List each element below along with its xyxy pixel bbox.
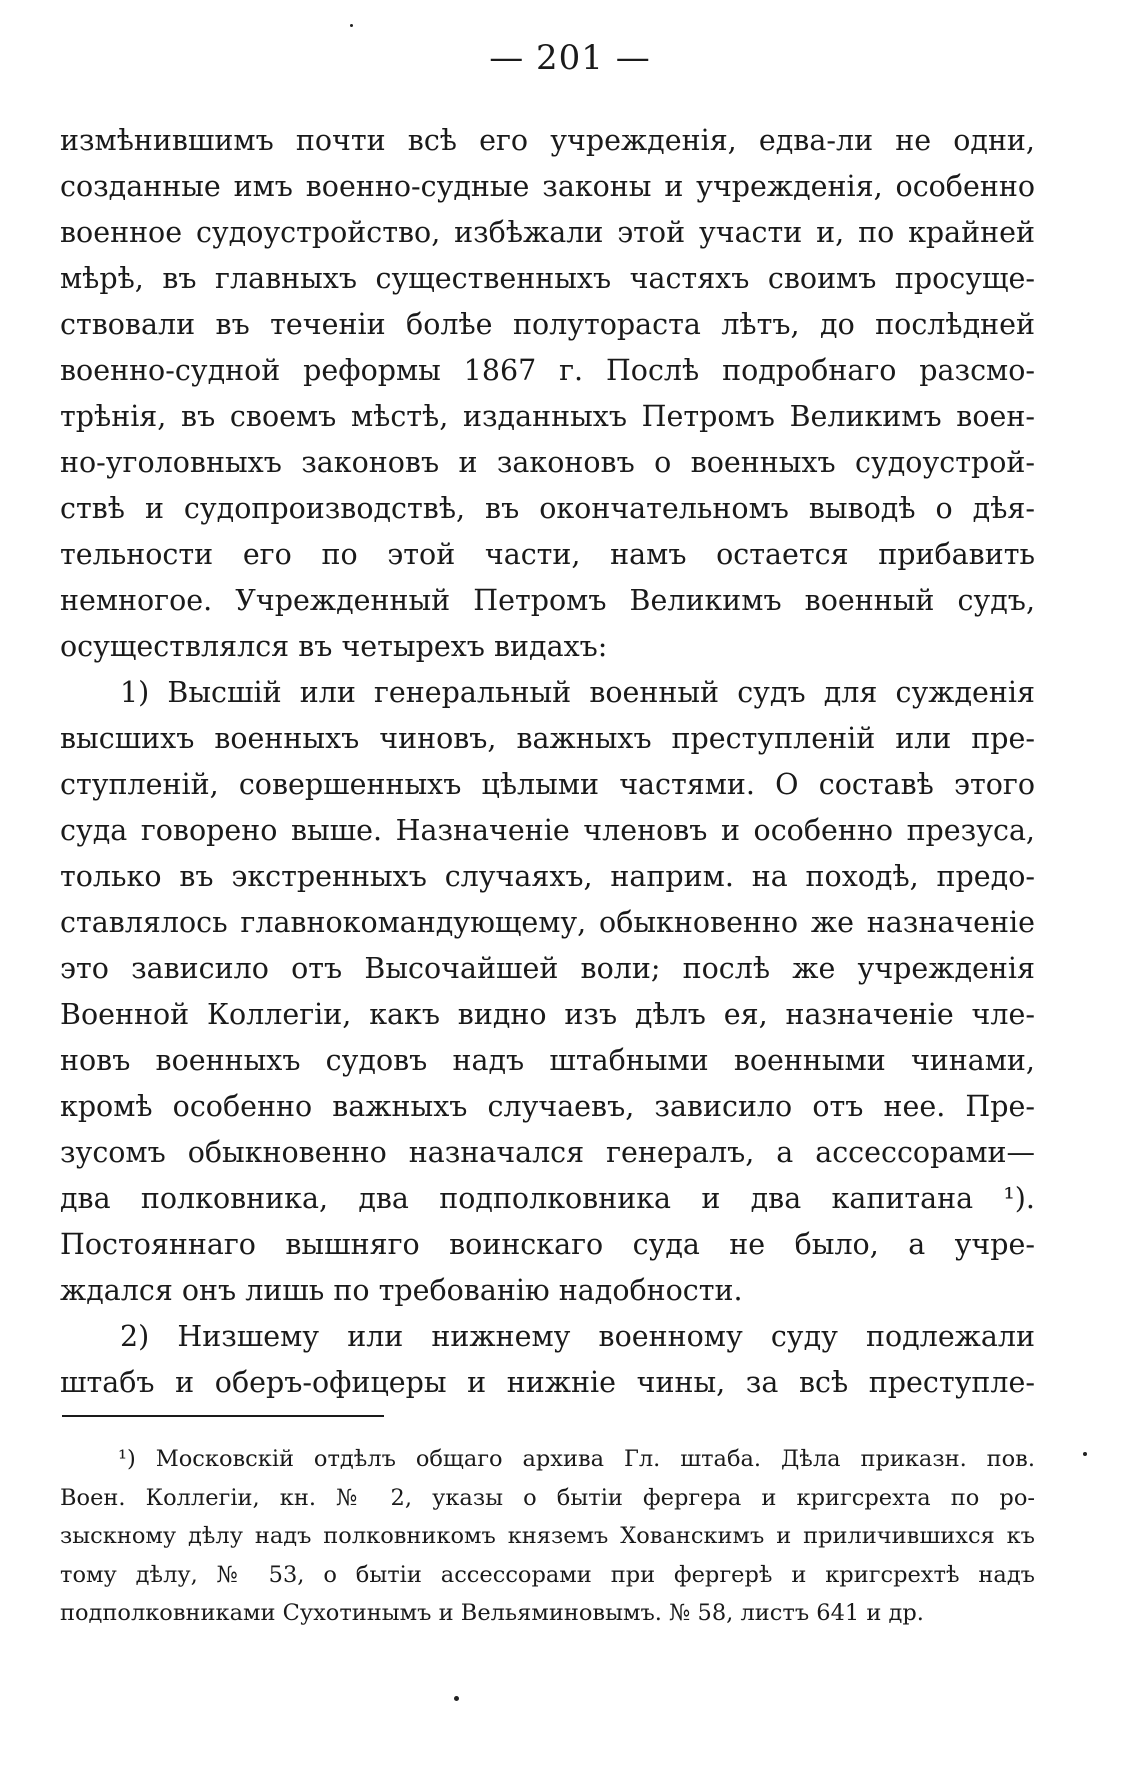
text-line: ствовали въ теченіи болѣе полутораста лѣтъ, до послѣдней [60, 308, 1035, 341]
text-line: Военной Коллегіи, какъ видно изъ дѣлъ ея, назначеніе чле- [60, 998, 1035, 1031]
print-speck [350, 24, 353, 27]
text-line: Постояннаго вышняго воинскаго суда не было, а учре- [60, 1228, 1035, 1261]
footnote-line: Воен. Коллегіи, кн. № 2, указы о бытіи фергера и кригсрехта по ро- [60, 1484, 1035, 1511]
text-line: два полковника, два подполковника и два капитана ¹). [60, 1182, 1035, 1215]
text-line: новъ военныхъ судовъ надъ штабными военными чинами, [60, 1044, 1035, 1077]
footnote-line: ¹) Московскій отдѣлъ общаго архива Гл. штаба. Дѣла приказн. пов. [118, 1446, 1035, 1472]
text-line: немногое. Учрежденный Петромъ Великимъ военный судъ, [60, 584, 1035, 617]
text-line: ставлялось главнокомандующему, обыкновенно же назначеніе [60, 906, 1035, 939]
footnote-divider [62, 1415, 384, 1417]
text-line: высшихъ военныхъ чиновъ, важныхъ преступленій или пре- [60, 722, 1035, 755]
text-line: 2) Низшему или нижнему военному суду подлежали [120, 1320, 1035, 1353]
print-speck [1083, 1452, 1087, 1456]
text-line: ствѣ и судопроизводствѣ, въ окончательномъ выводѣ о дѣя- [60, 492, 1035, 525]
text-line: измѣнившимъ почти всѣ его учрежденія, едва-ли не одни, [60, 124, 1035, 157]
text-line: 1) Высшій или генеральный военный судъ для сужденія [120, 676, 1035, 709]
footnote-line: зыскному дѣлу надъ полковникомъ княземъ Хованскимъ и приличившихся къ [60, 1523, 1035, 1549]
text-line: ступленій, совершенныхъ цѣлыми частями. О составѣ этого [60, 768, 1035, 801]
text-line: созданные имъ военно-судные законы и учрежденія, особенно [60, 170, 1035, 203]
text-line: трѣнія, въ своемъ мѣстѣ, изданныхъ Петромъ Великимъ воен- [60, 400, 1035, 433]
text-line: зусомъ обыкновенно назначался генералъ, а ассессорами— [60, 1136, 1035, 1169]
text-line: мѣрѣ, въ главныхъ существенныхъ частяхъ своимъ просуще- [60, 262, 1035, 295]
footnotes [60, 1440, 1035, 1633]
text-line: тельности его по этой части, намъ остается прибавить [60, 538, 1035, 571]
text-line: только въ экстренныхъ случаяхъ, наприм. на походѣ, предо- [60, 860, 1035, 893]
text-line: военное судоустройство, избѣжали этой участи и, по крайней [60, 216, 1035, 249]
text-line: это зависило отъ Высочайшей воли; послѣ же учрежденія [60, 952, 1035, 985]
body-text [60, 118, 1035, 1406]
footnote-line: тому дѣлу, № 53, о бытіи ассессорами при фергерѣ и кригсрехтѣ надъ [60, 1561, 1035, 1588]
page-number: — 201 — [489, 38, 651, 78]
text-line: но-уголовныхъ законовъ и законовъ о военныхъ судоустрой- [60, 446, 1035, 479]
text-line: кромѣ особенно важныхъ случаевъ, зависило отъ нее. Пре- [60, 1090, 1035, 1123]
text-line: штабъ и оберъ-офицеры и нижніе чины, за всѣ преступле- [60, 1366, 1035, 1399]
text-line: суда говорено выше. Назначеніе членовъ и особенно презуса, [60, 814, 1035, 847]
footnote-line: подполковниками Сухотинымъ и Вельяминовымъ. № 58, листъ 641 и др. [60, 1600, 924, 1626]
text-line: осуществлялся въ четырехъ видахъ: [60, 630, 608, 663]
text-line: ждался онъ лишь по требованію надобности. [60, 1274, 743, 1307]
text-line: военно-судной реформы 1867 г. Послѣ подробнаго разсмо- [60, 354, 1035, 387]
print-speck [454, 1696, 459, 1701]
